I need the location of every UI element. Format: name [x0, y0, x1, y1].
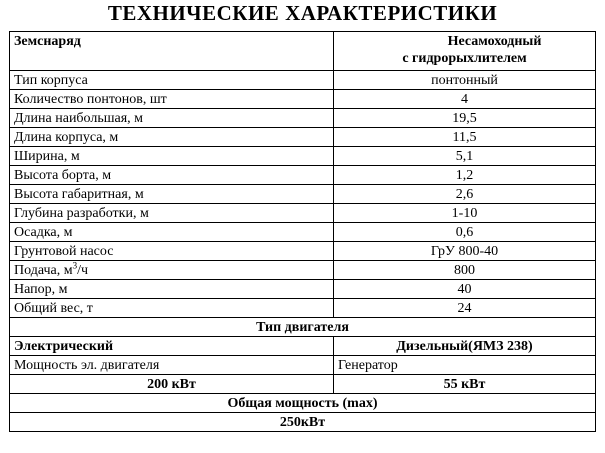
row-label: Длина корпуса, м: [10, 128, 334, 147]
row-value: 11,5: [334, 128, 596, 147]
row-value: 5,1: [334, 147, 596, 166]
row-label: Осадка, м: [10, 223, 334, 242]
row-label: Глубина разработки, м: [10, 204, 334, 223]
row-label: Напор, м: [10, 280, 334, 299]
engine-electric-power: 200 кВт: [10, 375, 334, 394]
header-dredger-type-line2: с гидрорыхлителем: [402, 51, 527, 66]
row-value: 800: [334, 261, 596, 280]
row-value: ГрУ 800-40: [334, 242, 596, 261]
table-row: [10, 147, 596, 166]
table-row: [10, 71, 596, 90]
specifications-table: [9, 31, 596, 432]
engine-type-row: [10, 337, 596, 356]
header-dredger-type-line1: Несамоходный: [447, 34, 542, 49]
table-row: [10, 242, 596, 261]
row-value: 2,6: [334, 185, 596, 204]
row-value: 1-10: [334, 204, 596, 223]
table-header-row: [10, 32, 596, 71]
row-label: Количество понтонов, шт: [10, 90, 334, 109]
table-row: [10, 185, 596, 204]
row-value: 1,2: [334, 166, 596, 185]
row-label: Общий вес, т: [10, 299, 334, 318]
total-power-title: Общая мощность (max): [10, 394, 596, 413]
row-label: Длина наибольшая, м: [10, 109, 334, 128]
table-row: [10, 204, 596, 223]
row-label: Высота габаритная, м: [10, 185, 334, 204]
row-label-prefix: Подача, м: [14, 262, 73, 278]
row-value: понтонный: [334, 71, 596, 90]
row-label: Грунтовой насос: [10, 242, 334, 261]
row-label: Высота борта, м: [10, 166, 334, 185]
engine-power-value-row: [10, 375, 596, 394]
header-dredger-label: Земснаряд: [10, 32, 334, 71]
engine-diesel-power: 55 кВт: [334, 375, 596, 394]
engine-electric-label: Электрический: [10, 337, 334, 356]
table-row: [10, 109, 596, 128]
row-value: 24: [334, 299, 596, 318]
row-label: Ширина, м: [10, 147, 334, 166]
engine-generator-label: Генератор: [334, 356, 596, 375]
engine-section-row: [10, 318, 596, 337]
header-dredger-type: [334, 32, 596, 71]
table-row: [10, 90, 596, 109]
engine-section-title: Тип двигателя: [10, 318, 596, 337]
total-power-value: 250кВт: [10, 413, 596, 432]
row-label: [10, 261, 334, 280]
row-value: 4: [334, 90, 596, 109]
row-value: 0,6: [334, 223, 596, 242]
engine-power-label: Мощность эл. двигателя: [10, 356, 334, 375]
page-title: ТЕХНИЧЕСКИЕ ХАРАКТЕРИСТИКИ: [107, 1, 498, 25]
total-power-title-row: [10, 394, 596, 413]
engine-power-label-row: [10, 356, 596, 375]
total-power-value-row: [10, 413, 596, 432]
row-label: Тип корпуса: [10, 71, 334, 90]
engine-diesel-label: Дизельный(ЯМЗ 238): [334, 337, 596, 356]
row-label-suffix: /ч: [77, 262, 89, 278]
row-value: 19,5: [334, 109, 596, 128]
table-row: [10, 280, 596, 299]
table-row: [10, 223, 596, 242]
table-row: [10, 299, 596, 318]
row-label-superscript: 3: [72, 260, 78, 270]
table-row: [10, 128, 596, 147]
table-row: [10, 261, 596, 280]
row-value: 40: [334, 280, 596, 299]
table-row: [10, 166, 596, 185]
